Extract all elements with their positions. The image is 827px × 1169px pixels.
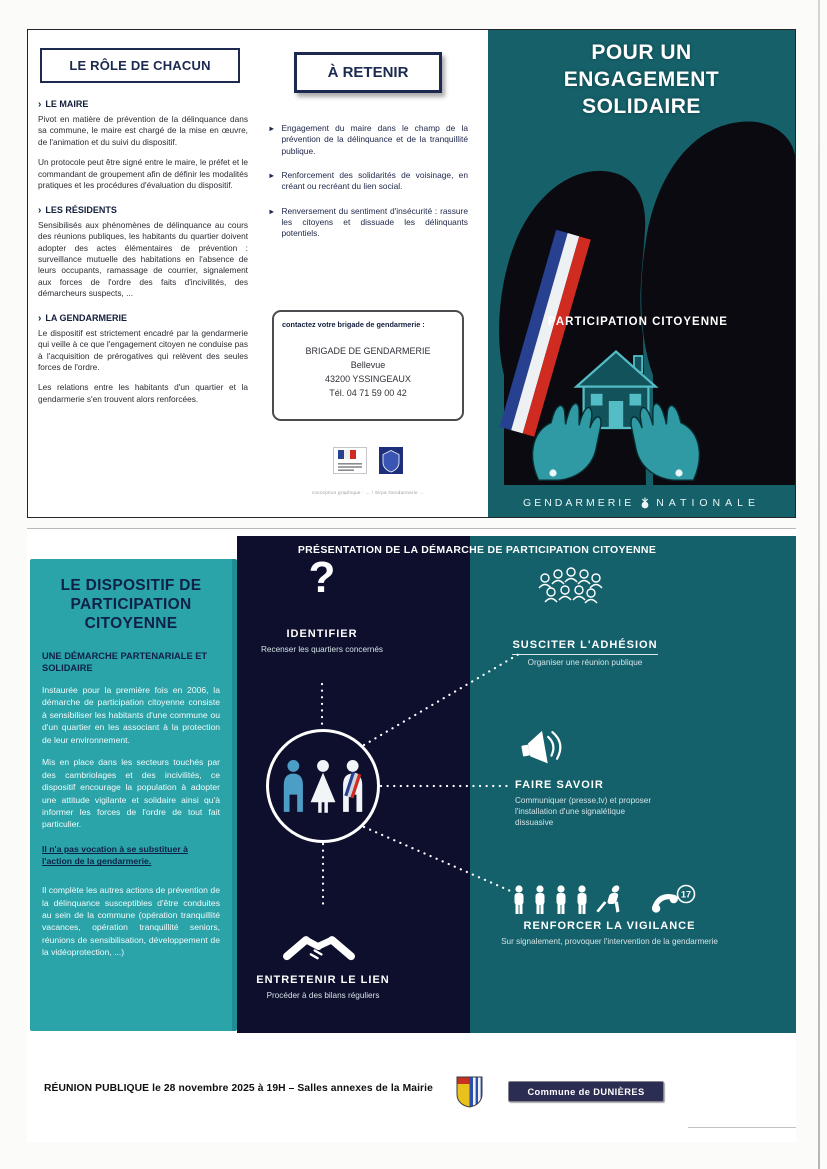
dispositif-title: LE DISPOSITIF DE PARTICIPATION CITOYENNE	[60, 577, 202, 632]
emergency-number-17: 17	[680, 889, 692, 900]
body-paragraph: Pivot en matière de prévention de la délinquance dans sa commune, le maire est chargé de la mise en œuvre, de l'animation et du suivi du dispositif.	[38, 114, 248, 147]
bullet-text: Engagement du maire dans le champ de la prévention de la délinquance et de la tranquillité publique.	[281, 123, 468, 156]
person-woman-icon	[311, 760, 336, 813]
bullet-text: Renforcement des solidarités de voisinage, en créant ou recréant du lien social.	[281, 170, 468, 192]
section-heading	[38, 205, 248, 216]
crowd-icon	[533, 566, 607, 612]
vigilance-figures-icon	[507, 884, 732, 916]
list-item	[268, 206, 468, 240]
handshake-icon	[283, 914, 355, 964]
running-person-icon	[596, 885, 627, 912]
role-panel-title: LE RÔLE DE CHACUN	[40, 48, 240, 83]
institutional-logos	[268, 447, 468, 474]
step-desc: Sur signalement, provoquer l'intervention de la gendarmerie	[501, 937, 718, 946]
question-mark-icon: ?	[308, 553, 336, 602]
step-desc: Communiquer (presse,tv) et proposer l'installation d'une signalétique dissuasive	[515, 796, 652, 828]
body-paragraph: Instaurée pour la première fois en 2006, la démarche de participation citoyenne consiste à sensibiliser les habitants d'une commune ou d'un quartier en les associant à la protection de leur environnement.	[42, 684, 220, 745]
step-name: RENFORCER LA VIGILANCE	[523, 920, 696, 932]
cover-title-line: ENGAGEMENT	[563, 67, 720, 91]
gendarmerie-grenade-icon	[640, 496, 650, 509]
section-les-residents	[38, 205, 248, 300]
brigade-address-line: Bellevue	[350, 359, 386, 370]
brand-word-nationale: NATIONALE	[656, 496, 760, 509]
ministere-interieur-logo	[333, 447, 367, 474]
commune-badge: Commune de DUNIÈRES	[508, 1081, 664, 1102]
gendarmerie-nationale-brand	[488, 496, 795, 509]
body-paragraph: Mis en place dans les secteurs touchés par des cambriolages et des incivilités, ce dispositif encourage la population à adopter une attitude vigilante et solidaire ainsi qu'à informer les forces de l'ordre de tout fait particulier.	[42, 757, 220, 830]
arrow-bullet-icon: ►	[268, 206, 276, 216]
chevron-marker-icon: ›	[38, 99, 42, 110]
scan-line-artifact	[688, 1127, 796, 1128]
participation-citoyenne-label: PARTICIPATION CITOYENNE	[548, 316, 728, 328]
brigade-address-line: 43200 YSSINGEAUX	[325, 373, 411, 384]
panel-a-retenir	[268, 48, 468, 495]
panel-role-de-chacun	[38, 48, 248, 414]
panel-dispositif	[30, 559, 237, 1031]
step-susciter-adhesion	[485, 635, 685, 668]
arrow-bullet-icon: ►	[268, 124, 276, 133]
contact-box-label: contactez votre brigade de gendarmerie :	[282, 319, 425, 329]
body-paragraph: Les relations entre les habitants d'un quartier et la gendarmerie s'en trouvent alors renforcées.	[38, 382, 248, 404]
step-desc: Recenser les quartiers concernés	[261, 645, 383, 654]
brand-word-gendarmerie: GENDARMERIE	[523, 496, 635, 509]
step-name: ENTRETENIR LE LIEN	[256, 974, 390, 986]
cover-title-line: POUR UN	[591, 41, 692, 64]
section-heading-text: LES RÉSIDENTS	[45, 204, 117, 215]
diagram-title: PRÉSENTATION DE LA DÉMARCHE DE PARTICIPATION CITOYENNE	[297, 544, 657, 556]
bullet-text: Renversement du sentiment d'insécurité : rassure les citoyens et dissuade les délinquants potentiels.	[281, 205, 468, 239]
brigade-contact-box	[272, 310, 464, 421]
chevron-marker-icon: ›	[38, 312, 42, 324]
cover-title	[488, 40, 795, 121]
step-name: IDENTIFIER	[286, 628, 358, 640]
standing-people-icons	[515, 885, 587, 914]
step-desc: Organiser une réunion publique	[527, 658, 643, 667]
list-item	[268, 123, 468, 157]
process-diagram	[237, 536, 796, 1033]
step-name: SUSCITER L'ADHÉSION	[512, 639, 657, 655]
section-le-maire	[38, 99, 248, 192]
step-entretenir-lien	[247, 974, 399, 1001]
step-name: FAIRE SAVOIR	[515, 779, 604, 791]
house-in-hands-illustration	[526, 330, 706, 490]
dispositif-subtitle: UNE DÉMARCHE PARTENARIALE ET SOLIDAIRE	[42, 650, 208, 673]
body-paragraph: Le dispositif est strictement encadré par la gendarmerie qui veille à ce que l'engagement citoyen ne conduise pas à l'acquisition de prérogatives qui relèvent des seules forces de l'ordre.	[38, 327, 248, 372]
step-identifier	[259, 628, 385, 655]
brochure-verso-page	[27, 528, 796, 1142]
section-heading-text: LA GENDARMERIE	[45, 312, 128, 323]
scan-edge-artifact	[818, 0, 820, 1169]
phone-17-icon	[648, 886, 694, 915]
gendarmerie-logo	[379, 447, 403, 474]
list-item	[268, 170, 468, 193]
section-heading	[38, 99, 248, 110]
person-blue-icon	[284, 760, 303, 812]
arrow-bullet-icon: ►	[268, 171, 276, 181]
brigade-name: BRIGADE DE GENDARMERIE	[305, 345, 431, 356]
chevron-marker-icon: ›	[38, 204, 42, 216]
retenir-panel-title: À RETENIR	[294, 52, 442, 93]
section-heading-text: LE MAIRE	[45, 99, 89, 109]
public-meeting-announcement: RÉUNION PUBLIQUE le 28 novembre 2025 à 19H – Salles annexes de la Mairie	[44, 1083, 433, 1094]
section-la-gendarmerie	[38, 313, 248, 406]
body-paragraph: Un protocole peut être signé entre le maire, le préfet et le commandant de groupement afin de définir les modalités pratiques et les procédures d'évaluation du dispositif.	[38, 157, 248, 191]
step-desc: Procéder à des bilans réguliers	[266, 991, 380, 1000]
brigade-phone: Tél. 04 71 59 00 42	[329, 387, 407, 398]
step-faire-savoir	[515, 779, 665, 828]
panel-cover	[488, 30, 795, 517]
citizen-figures-icon	[279, 756, 367, 816]
brochure-recto-page	[27, 29, 796, 518]
print-credits: conception graphique : … / Sirpa Gendarmerie …	[311, 489, 425, 495]
emphasis-sentence: Il n'a pas vocation à se substituer à l'action de la gendarmerie.	[42, 843, 188, 867]
citizens-circle	[266, 729, 380, 843]
step-renforcer-vigilance	[492, 920, 727, 947]
person-mayor-icon	[343, 760, 362, 812]
section-heading	[38, 313, 248, 324]
commune-coat-of-arms	[456, 1076, 483, 1108]
body-paragraph: Il complète les autres actions de prévention de la délinquance susceptibles d'être conduites au sein de la commune (opération tranquillité vacances, opération tranquillité seniors, réunions de sensibilisation, développement de la vidéoprotection, ...)	[42, 885, 220, 958]
body-paragraph: Sensibilisés aux phénomènes de délinquance au cours des réunions publiques, les habitants du quartier doivent adopter des actes élémentaires de prévention : surveillance mutuelle des habitations en l'absence de leurs occupants, ramassage de courrier, signalement aux forces de l'ordre des faits d'incivilités, des démarcheurs suspects, ...	[38, 219, 248, 299]
megaphone-icon	[519, 724, 567, 772]
cover-title-line: SOLIDAIRE	[582, 94, 701, 118]
